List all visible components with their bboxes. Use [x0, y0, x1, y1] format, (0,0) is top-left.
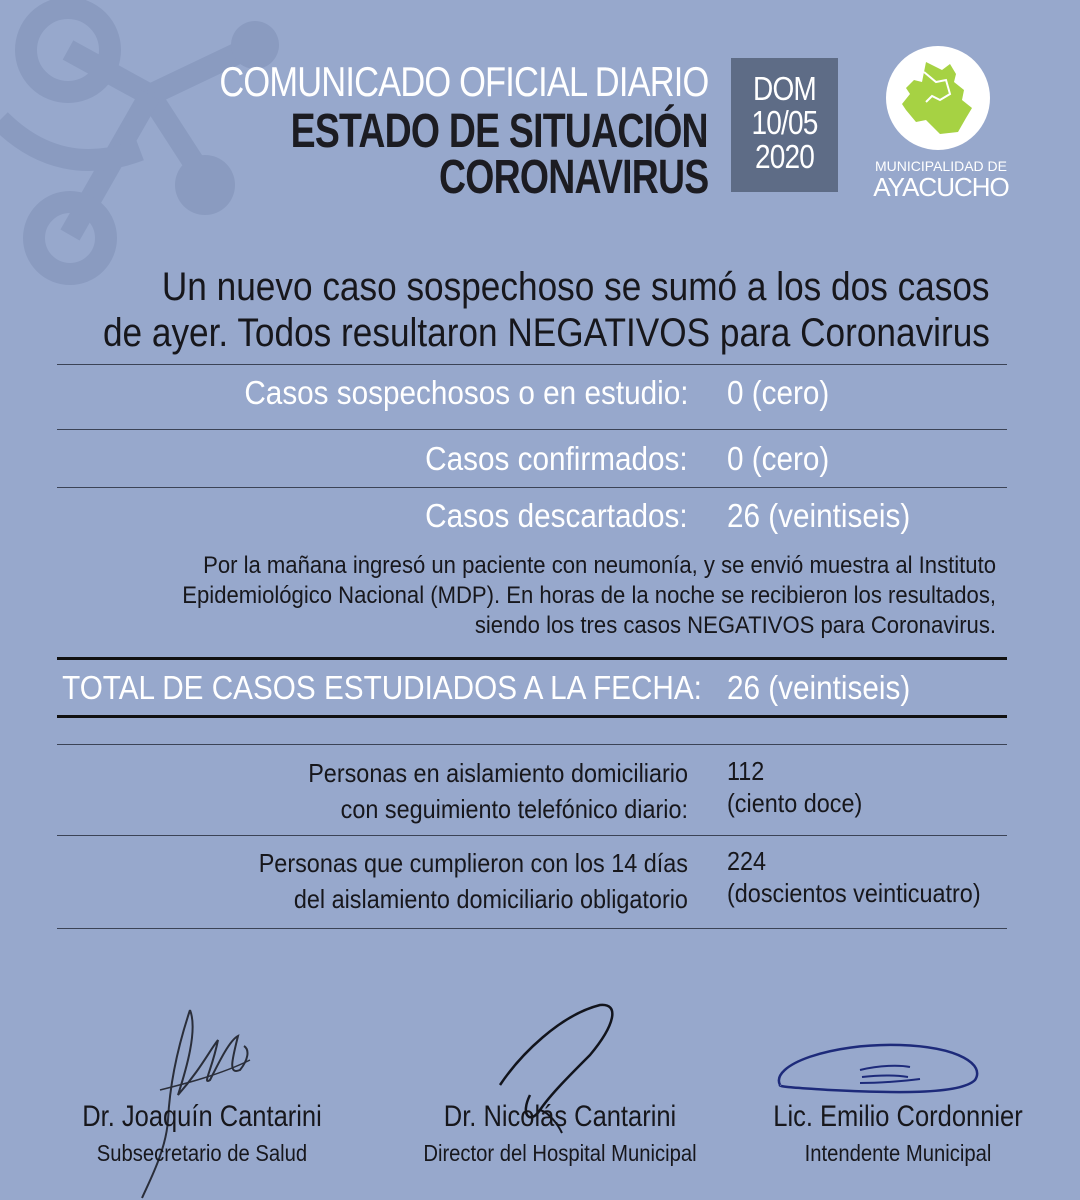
date-year: 2020 — [754, 138, 814, 175]
map-shape-icon — [896, 60, 980, 138]
signature-block-1 — [42, 1100, 362, 1167]
divider — [57, 487, 1007, 488]
isolation-value-completed-number: 224 — [727, 846, 767, 876]
divider — [57, 928, 1007, 929]
header-line-3: CORONAVIRUS — [438, 151, 708, 204]
date-day-month: 10/05 — [751, 104, 818, 141]
isolation-label-completed-line-2: del aislamiento domiciliario obligatorio — [293, 884, 688, 914]
stat-label-suspected: Casos sospechosos o en estudio: — [243, 374, 688, 411]
signature-name-2: Dr. Nicolás Cantarini — [443, 1100, 677, 1133]
info-paragraph-line-1: Por la mañana ingresó un paciente con neumonía, y se envió muestra al Instituto — [203, 552, 996, 579]
info-paragraph-line-3: siendo los tres casos NEGATIVOS para Coronavirus. — [474, 612, 996, 639]
signature-block-2 — [400, 1100, 720, 1167]
molecule-decoration-icon — [0, 0, 320, 300]
isolation-label-completed-line-1: Personas que cumplieron con los 14 días — [258, 848, 688, 878]
divider — [57, 429, 1007, 430]
stat-value-confirmed: 0 (cero) — [727, 440, 830, 477]
logo-text-line-1: MUNICIPALIDAD DE — [875, 158, 1007, 174]
headline-line-2: de ayer. Todos resultaron NEGATIVOS para Coronavirus — [103, 311, 990, 355]
divider-thick — [57, 657, 1007, 660]
info-paragraph-line-2: Epidemiológico Nacional (MDP). En horas de la noche se recibieron los resultados, — [182, 582, 997, 609]
info-paragraph — [96, 551, 996, 641]
signature-role-3: Intendente Municipal — [804, 1140, 992, 1166]
date-box — [731, 58, 838, 192]
isolation-value-completed — [727, 845, 1009, 909]
isolation-label-monitoring-line-2: con seguimiento telefónico diario: — [340, 794, 688, 824]
stat-value-discarded: 26 (veintiseis) — [727, 497, 911, 534]
total-cases-value: 26 (veintiseis) — [727, 669, 911, 706]
header-line-1: COMUNICADO OFICIAL DIARIO — [218, 58, 708, 105]
isolation-value-completed-words: (doscientos veinticuatro) — [727, 878, 981, 908]
signature-3-scribble-icon — [770, 1035, 990, 1105]
signature-name-3: Lic. Emilio Cordonnier — [773, 1100, 1023, 1133]
isolation-value-monitoring — [727, 755, 877, 819]
signature-name-1: Dr. Joaquín Cantarini — [82, 1100, 322, 1133]
header-line-2: ESTADO DE SITUACIÓN — [290, 105, 708, 158]
isolation-label-completed — [211, 845, 688, 917]
date-day: DOM — [753, 70, 816, 107]
headline-line-1: Un nuevo caso sospechoso se sumó a los dos casos — [162, 265, 990, 309]
isolation-label-monitoring — [266, 755, 688, 827]
isolation-value-monitoring-number: 112 — [727, 756, 765, 786]
signature-role-1: Subsecretario de Salud — [96, 1140, 308, 1166]
stat-label-discarded: Casos descartados: — [425, 497, 688, 534]
divider — [57, 835, 1007, 836]
isolation-label-monitoring-line-1: Personas en aislamiento domiciliario — [308, 758, 688, 788]
total-cases-label: TOTAL DE CASOS ESTUDIADOS A LA FECHA: — [62, 669, 702, 706]
isolation-value-monitoring-words: (ciento doce) — [727, 788, 863, 818]
signature-block-3 — [738, 1100, 1058, 1167]
divider — [57, 744, 1007, 745]
divider — [57, 364, 1007, 365]
stat-label-confirmed: Casos confirmados: — [425, 440, 688, 477]
logo-text-line-2: AYACUCHO — [873, 172, 1009, 202]
signature-role-2: Director del Hospital Municipal — [423, 1140, 697, 1166]
divider-thick — [57, 715, 1007, 718]
stat-value-suspected: 0 (cero) — [727, 374, 830, 411]
